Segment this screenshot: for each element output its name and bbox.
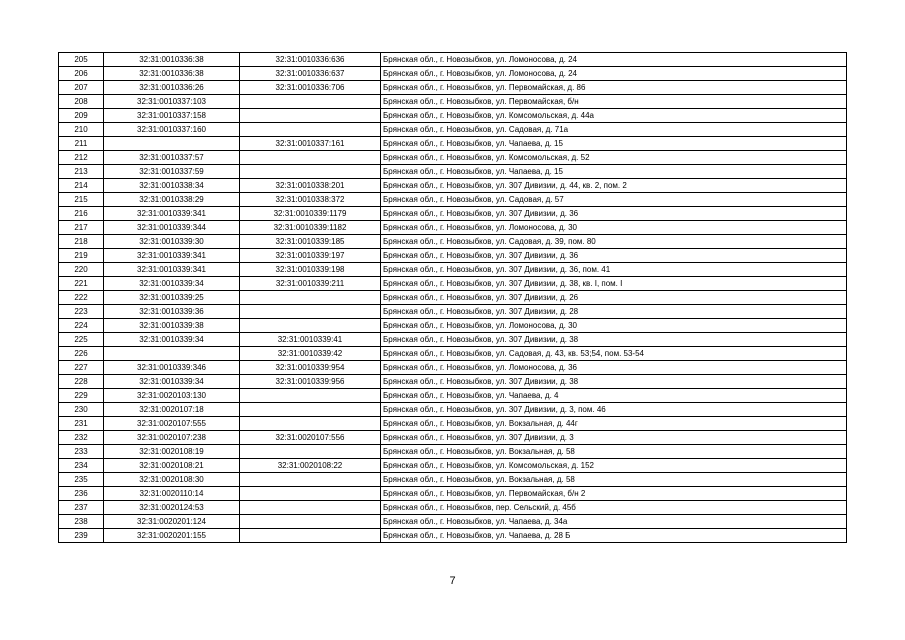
- table-row: [59, 501, 847, 515]
- table-row: [59, 333, 847, 347]
- object-cadastral-number-cell: [240, 123, 381, 137]
- parcel-cadastral-number-cell: 32:31:0020108:30: [104, 473, 240, 487]
- address-cell: Брянская обл., г. Новозыбков, ул. 307 Дивизии, д. 36: [381, 207, 847, 221]
- row-number-cell: 235: [59, 473, 104, 487]
- parcel-cadastral-number-cell: 32:31:0020107:555: [104, 417, 240, 431]
- table-row: [59, 53, 847, 67]
- table-row: [59, 95, 847, 109]
- object-cadastral-number-cell: [240, 473, 381, 487]
- row-number-cell: 214: [59, 179, 104, 193]
- address-cell: Брянская обл., г. Новозыбков, ул. Ломоносова, д. 24: [381, 67, 847, 81]
- object-cadastral-number-cell: 32:31:0010339:41: [240, 333, 381, 347]
- address-cell: Брянская обл., г. Новозыбков, ул. Чапаева, д. 4: [381, 389, 847, 403]
- parcel-cadastral-number-cell: 32:31:0010338:29: [104, 193, 240, 207]
- object-cadastral-number-cell: 32:31:0010339:954: [240, 361, 381, 375]
- parcel-cadastral-number-cell: 32:31:0010339:341: [104, 263, 240, 277]
- row-number-cell: 211: [59, 137, 104, 151]
- table-row: [59, 67, 847, 81]
- parcel-cadastral-number-cell: [104, 137, 240, 151]
- object-cadastral-number-cell: [240, 515, 381, 529]
- address-cell: Брянская обл., г. Новозыбков, ул. Первомайская, д. 86: [381, 81, 847, 95]
- object-cadastral-number-cell: [240, 291, 381, 305]
- parcel-cadastral-number-cell: 32:31:0010337:158: [104, 109, 240, 123]
- address-cell: Брянская обл., г. Новозыбков, ул. Ломоносова, д. 30: [381, 221, 847, 235]
- table-row: [59, 123, 847, 137]
- object-cadastral-number-cell: 32:31:0010339:42: [240, 347, 381, 361]
- table-row: [59, 235, 847, 249]
- row-number-cell: 228: [59, 375, 104, 389]
- table-row: [59, 81, 847, 95]
- parcel-cadastral-number-cell: 32:31:0010336:38: [104, 67, 240, 81]
- table-row: [59, 291, 847, 305]
- address-cell: Брянская обл., г. Новозыбков, ул. Вокзальная, д. 58: [381, 445, 847, 459]
- object-cadastral-number-cell: 32:31:0020108:22: [240, 459, 381, 473]
- parcel-cadastral-number-cell: 32:31:0010336:26: [104, 81, 240, 95]
- address-cell: Брянская обл., г. Новозыбков, ул. Чапаева, д. 28 Б: [381, 529, 847, 543]
- row-number-cell: 222: [59, 291, 104, 305]
- address-cell: Брянская обл., г. Новозыбков, ул. 307 Дивизии, д. 3: [381, 431, 847, 445]
- address-cell: Брянская обл., г. Новозыбков, ул. 307 Дивизии, д. 38: [381, 333, 847, 347]
- registry-table: [58, 52, 847, 543]
- row-number-cell: 218: [59, 235, 104, 249]
- object-cadastral-number-cell: 32:31:0010338:372: [240, 193, 381, 207]
- object-cadastral-number-cell: [240, 445, 381, 459]
- parcel-cadastral-number-cell: 32:31:0010337:103: [104, 95, 240, 109]
- address-cell: Брянская обл., г. Новозыбков, ул. Ломоносова, д. 30: [381, 319, 847, 333]
- parcel-cadastral-number-cell: 32:31:0020110:14: [104, 487, 240, 501]
- address-cell: Брянская обл., г. Новозыбков, ул. Комсомольская, д. 44а: [381, 109, 847, 123]
- parcel-cadastral-number-cell: 32:31:0020201:155: [104, 529, 240, 543]
- row-number-cell: 209: [59, 109, 104, 123]
- parcel-cadastral-number-cell: 32:31:0020201:124: [104, 515, 240, 529]
- address-cell: Брянская обл., г. Новозыбков, ул. Садовая, д. 43, кв. 53;54, пом. 53-54: [381, 347, 847, 361]
- table-row: [59, 529, 847, 543]
- row-number-cell: 213: [59, 165, 104, 179]
- address-cell: Брянская обл., г. Новозыбков, ул. Садовая, д. 57: [381, 193, 847, 207]
- table-row: [59, 305, 847, 319]
- object-cadastral-number-cell: 32:31:0010336:636: [240, 53, 381, 67]
- object-cadastral-number-cell: [240, 305, 381, 319]
- parcel-cadastral-number-cell: 32:31:0010339:34: [104, 375, 240, 389]
- table-row: [59, 319, 847, 333]
- address-cell: Брянская обл., г. Новозыбков, ул. 307 Дивизии, д. 38: [381, 375, 847, 389]
- row-number-cell: 233: [59, 445, 104, 459]
- registry-table-body: [59, 53, 847, 543]
- table-row: [59, 109, 847, 123]
- row-number-cell: 236: [59, 487, 104, 501]
- object-cadastral-number-cell: [240, 151, 381, 165]
- parcel-cadastral-number-cell: 32:31:0010339:344: [104, 221, 240, 235]
- parcel-cadastral-number-cell: 32:31:0010339:346: [104, 361, 240, 375]
- object-cadastral-number-cell: [240, 501, 381, 515]
- parcel-cadastral-number-cell: 32:31:0010337:59: [104, 165, 240, 179]
- row-number-cell: 238: [59, 515, 104, 529]
- parcel-cadastral-number-cell: 32:31:0020103:130: [104, 389, 240, 403]
- table-row: [59, 137, 847, 151]
- address-cell: Брянская обл., г. Новозыбков, ул. Садовая, д. 71а: [381, 123, 847, 137]
- object-cadastral-number-cell: 32:31:0010339:185: [240, 235, 381, 249]
- row-number-cell: 207: [59, 81, 104, 95]
- address-cell: Брянская обл., г. Новозыбков, ул. 307 Дивизии, д. 36, пом. 41: [381, 263, 847, 277]
- row-number-cell: 226: [59, 347, 104, 361]
- parcel-cadastral-number-cell: 32:31:0010337:160: [104, 123, 240, 137]
- row-number-cell: 237: [59, 501, 104, 515]
- parcel-cadastral-number-cell: 32:31:0010338:34: [104, 179, 240, 193]
- row-number-cell: 212: [59, 151, 104, 165]
- parcel-cadastral-number-cell: 32:31:0010339:36: [104, 305, 240, 319]
- address-cell: Брянская обл., г. Новозыбков, ул. Чапаева, д. 15: [381, 137, 847, 151]
- table-row: [59, 221, 847, 235]
- row-number-cell: 216: [59, 207, 104, 221]
- object-cadastral-number-cell: 32:31:0010339:197: [240, 249, 381, 263]
- row-number-cell: 230: [59, 403, 104, 417]
- object-cadastral-number-cell: 32:31:0010339:1179: [240, 207, 381, 221]
- table-row: [59, 193, 847, 207]
- row-number-cell: 224: [59, 319, 104, 333]
- parcel-cadastral-number-cell: 32:31:0020107:18: [104, 403, 240, 417]
- parcel-cadastral-number-cell: 32:31:0020108:21: [104, 459, 240, 473]
- table-row: [59, 445, 847, 459]
- address-cell: Брянская обл., г. Новозыбков, ул. Первомайская, б/н 2: [381, 487, 847, 501]
- table-row: [59, 151, 847, 165]
- parcel-cadastral-number-cell: 32:31:0010339:25: [104, 291, 240, 305]
- address-cell: Брянская обл., г. Новозыбков, ул. 307 Дивизии, д. 36: [381, 249, 847, 263]
- row-number-cell: 220: [59, 263, 104, 277]
- table-row: [59, 263, 847, 277]
- object-cadastral-number-cell: 32:31:0010337:161: [240, 137, 381, 151]
- object-cadastral-number-cell: 32:31:0010339:211: [240, 277, 381, 291]
- parcel-cadastral-number-cell: 32:31:0020124:53: [104, 501, 240, 515]
- parcel-cadastral-number-cell: 32:31:0010337:57: [104, 151, 240, 165]
- row-number-cell: 234: [59, 459, 104, 473]
- object-cadastral-number-cell: 32:31:0010339:198: [240, 263, 381, 277]
- table-row: [59, 515, 847, 529]
- parcel-cadastral-number-cell: 32:31:0010339:34: [104, 333, 240, 347]
- address-cell: Брянская обл., г. Новозыбков, ул. Вокзальная, д. 44г: [381, 417, 847, 431]
- address-cell: Брянская обл., г. Новозыбков, ул. 307 Дивизии, д. 26: [381, 291, 847, 305]
- object-cadastral-number-cell: [240, 529, 381, 543]
- address-cell: Брянская обл., г. Новозыбков, ул. 307 Дивизии, д. 28: [381, 305, 847, 319]
- row-number-cell: 229: [59, 389, 104, 403]
- table-row: [59, 417, 847, 431]
- object-cadastral-number-cell: 32:31:0020107:556: [240, 431, 381, 445]
- address-cell: Брянская обл., г. Новозыбков, ул. Садовая, д. 39, пом. 80: [381, 235, 847, 249]
- address-cell: Брянская обл., г. Новозыбков, пер. Сельский, д. 45б: [381, 501, 847, 515]
- object-cadastral-number-cell: [240, 417, 381, 431]
- row-number-cell: 205: [59, 53, 104, 67]
- table-row: [59, 487, 847, 501]
- table-row: [59, 207, 847, 221]
- parcel-cadastral-number-cell: 32:31:0020107:238: [104, 431, 240, 445]
- address-cell: Брянская обл., г. Новозыбков, ул. Вокзальная, д. 58: [381, 473, 847, 487]
- parcel-cadastral-number-cell: 32:31:0010339:38: [104, 319, 240, 333]
- row-number-cell: 215: [59, 193, 104, 207]
- row-number-cell: 210: [59, 123, 104, 137]
- object-cadastral-number-cell: [240, 389, 381, 403]
- table-row: [59, 473, 847, 487]
- table-row: [59, 165, 847, 179]
- object-cadastral-number-cell: [240, 403, 381, 417]
- object-cadastral-number-cell: [240, 487, 381, 501]
- page-number: 7: [449, 575, 456, 587]
- row-number-cell: 225: [59, 333, 104, 347]
- object-cadastral-number-cell: 32:31:0010336:637: [240, 67, 381, 81]
- table-row: [59, 403, 847, 417]
- parcel-cadastral-number-cell: 32:31:0010339:341: [104, 249, 240, 263]
- object-cadastral-number-cell: [240, 165, 381, 179]
- table-row: [59, 361, 847, 375]
- row-number-cell: 239: [59, 529, 104, 543]
- object-cadastral-number-cell: [240, 109, 381, 123]
- address-cell: Брянская обл., г. Новозыбков, ул. Ломоносова, д. 36: [381, 361, 847, 375]
- row-number-cell: 219: [59, 249, 104, 263]
- row-number-cell: 232: [59, 431, 104, 445]
- table-row: [59, 389, 847, 403]
- row-number-cell: 223: [59, 305, 104, 319]
- table-row: [59, 375, 847, 389]
- address-cell: Брянская обл., г. Новозыбков, ул. Чапаева, д. 34а: [381, 515, 847, 529]
- object-cadastral-number-cell: [240, 95, 381, 109]
- row-number-cell: 227: [59, 361, 104, 375]
- table-row: [59, 249, 847, 263]
- address-cell: Брянская обл., г. Новозыбков, ул. Комсомольская, д. 52: [381, 151, 847, 165]
- object-cadastral-number-cell: 32:31:0010336:706: [240, 81, 381, 95]
- address-cell: Брянская обл., г. Новозыбков, ул. 307 Дивизии, д. 3, пом. 46: [381, 403, 847, 417]
- table-row: [59, 277, 847, 291]
- row-number-cell: 208: [59, 95, 104, 109]
- parcel-cadastral-number-cell: 32:31:0010339:341: [104, 207, 240, 221]
- object-cadastral-number-cell: [240, 319, 381, 333]
- parcel-cadastral-number-cell: 32:31:0010339:30: [104, 235, 240, 249]
- address-cell: Брянская обл., г. Новозыбков, ул. Ломоносова, д. 24: [381, 53, 847, 67]
- table-row: [59, 347, 847, 361]
- address-cell: Брянская обл., г. Новозыбков, ул. 307 Дивизии, д. 44, кв. 2, пом. 2: [381, 179, 847, 193]
- object-cadastral-number-cell: 32:31:0010338:201: [240, 179, 381, 193]
- row-number-cell: 217: [59, 221, 104, 235]
- table-row: [59, 459, 847, 473]
- parcel-cadastral-number-cell: 32:31:0010336:38: [104, 53, 240, 67]
- object-cadastral-number-cell: 32:31:0010339:1182: [240, 221, 381, 235]
- parcel-cadastral-number-cell: 32:31:0010339:34: [104, 277, 240, 291]
- table-row: [59, 179, 847, 193]
- address-cell: Брянская обл., г. Новозыбков, ул. Первомайская, б/н: [381, 95, 847, 109]
- row-number-cell: 221: [59, 277, 104, 291]
- parcel-cadastral-number-cell: [104, 347, 240, 361]
- object-cadastral-number-cell: 32:31:0010339:956: [240, 375, 381, 389]
- address-cell: Брянская обл., г. Новозыбков, ул. Комсомольская, д. 152: [381, 459, 847, 473]
- address-cell: Брянская обл., г. Новозыбков, ул. Чапаева, д. 15: [381, 165, 847, 179]
- address-cell: Брянская обл., г. Новозыбков, ул. 307 Дивизии, д. 38, кв. I, пом. I: [381, 277, 847, 291]
- parcel-cadastral-number-cell: 32:31:0020108:19: [104, 445, 240, 459]
- table-row: [59, 431, 847, 445]
- row-number-cell: 206: [59, 67, 104, 81]
- row-number-cell: 231: [59, 417, 104, 431]
